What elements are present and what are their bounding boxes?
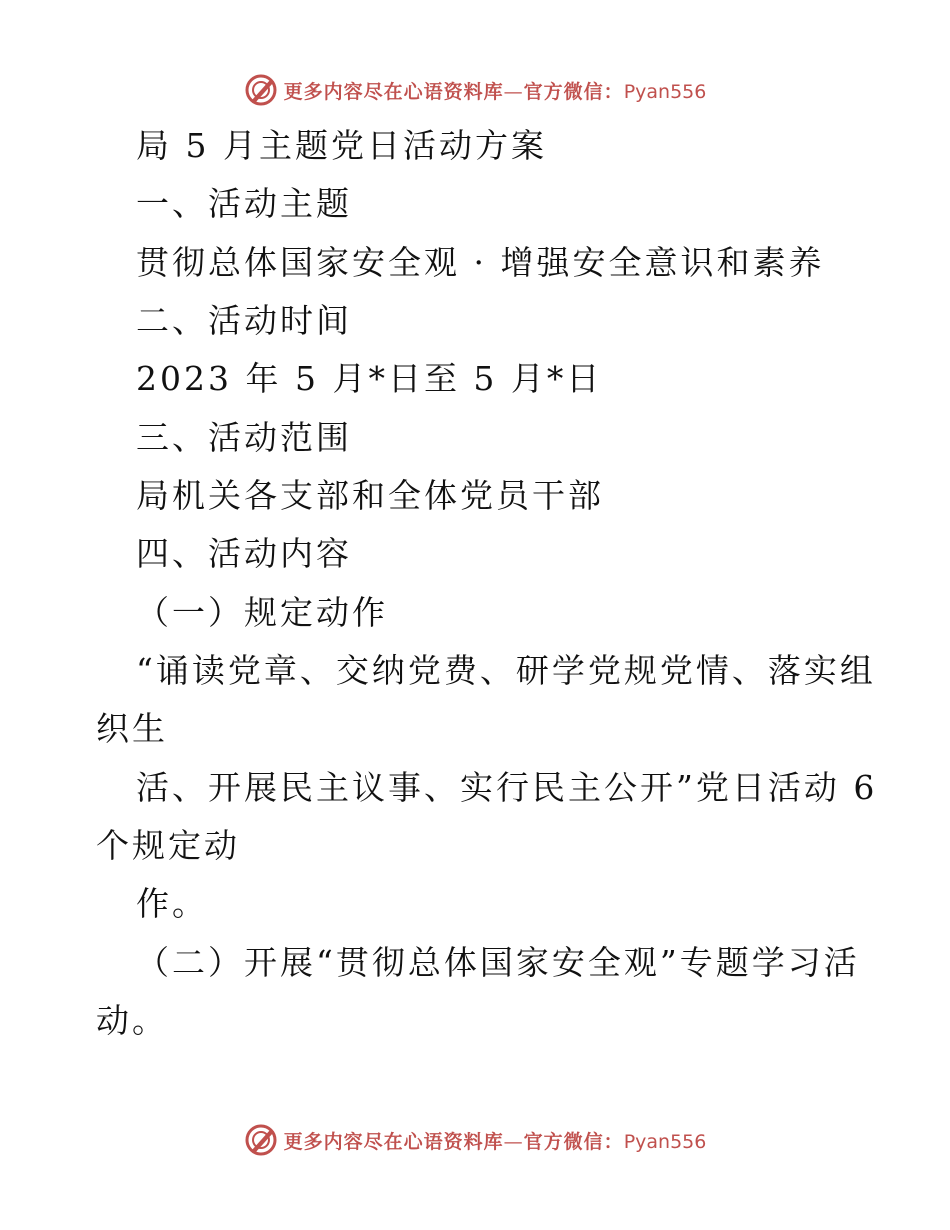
watermark-logo-icon (244, 1123, 278, 1157)
paragraph: 局机关各支部和全体党员干部 (136, 476, 604, 515)
paragraph: 动。 (96, 1001, 168, 1040)
subsection-heading: （一）规定动作 (136, 593, 388, 632)
paragraph: 个规定动 (96, 826, 240, 865)
paragraph: 活、开展民主议事、实行民主公开”党日活动 6 (136, 768, 878, 807)
section-heading: 三、活动范围 (136, 418, 352, 457)
paragraph: 2023 年 5 月*日至 5 月*日 (136, 359, 603, 398)
paragraph: 贯彻总体国家安全观 · 增强安全意识和素养 (136, 243, 825, 282)
subsection-heading: （二）开展“贯彻总体国家安全观”专题学习活 (136, 943, 860, 982)
watermark-footer (0, 1120, 950, 1160)
section-heading: 一、活动主题 (136, 184, 352, 223)
section-heading: 四、活动内容 (136, 534, 352, 573)
watermark-header (0, 70, 950, 110)
document-title: 局 5 月主题党日活动方案 (136, 126, 547, 165)
watermark-text: 更多内容尽在心语资料库—官方微信：Pyan556 (283, 1130, 707, 1153)
paragraph: “诵读党章、交纳党费、研学党规党情、落实组 (136, 651, 876, 690)
paragraph: 作。 (136, 884, 208, 923)
paragraph: 织生 (96, 709, 168, 748)
watermark-text: 更多内容尽在心语资料库—官方微信：Pyan556 (283, 80, 707, 103)
watermark-logo-icon (244, 73, 278, 107)
section-heading: 二、活动时间 (136, 301, 352, 340)
